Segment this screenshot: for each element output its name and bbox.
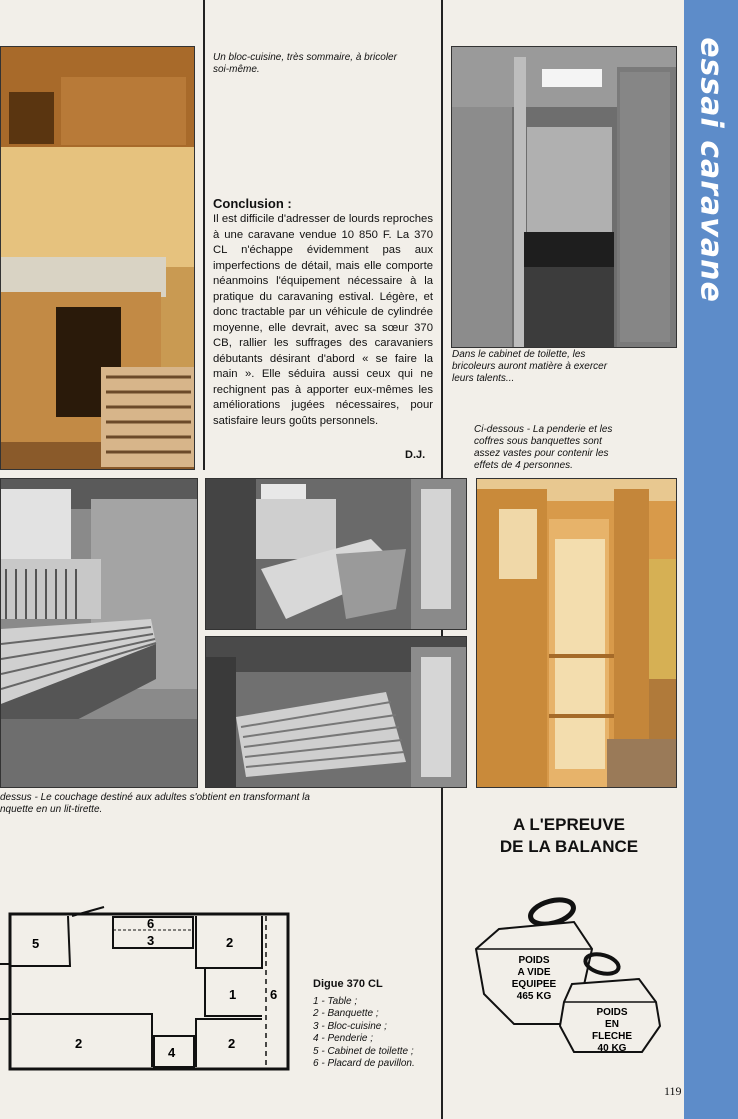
weight2-label: EN bbox=[605, 1019, 619, 1030]
photo-bed-folded bbox=[205, 478, 467, 630]
legend-item: 4 - Penderie ; bbox=[313, 1033, 374, 1045]
plan-label-2: 2 bbox=[228, 1036, 236, 1051]
plan-label-4: 4 bbox=[168, 1045, 176, 1060]
floor-plan bbox=[0, 904, 300, 1074]
balance-heading-line: A L'EPREUVE bbox=[512, 815, 626, 834]
caption-wardrobe-line: assez vastes pour contenir les bbox=[474, 448, 609, 459]
weight2-label: FLECHE bbox=[592, 1031, 632, 1042]
photo-bed-extended bbox=[205, 636, 467, 788]
plan-label-6: 6 bbox=[270, 987, 278, 1002]
caption-bed-line: nquette en un lit-tirette. bbox=[0, 804, 103, 815]
caption-wardrobe-line: coffres sous banquettes sont bbox=[474, 436, 602, 447]
column-rule-1 bbox=[203, 0, 205, 470]
balance-heading-line: DE LA BALANCE bbox=[499, 837, 639, 856]
caption-toilet-line: leurs talents... bbox=[452, 373, 515, 384]
weight2-label: 40 KG bbox=[597, 1043, 627, 1054]
weight1-label: A VIDE bbox=[517, 967, 551, 978]
author-signature: D.J. bbox=[405, 449, 426, 461]
plan-label-6: 6 bbox=[147, 916, 155, 931]
weight1-label: EQUIPEE bbox=[511, 979, 557, 990]
caption-wardrobe-line: effets de 4 personnes. bbox=[474, 460, 573, 471]
plan-label-2: 2 bbox=[75, 1036, 83, 1051]
photo-bench bbox=[0, 478, 198, 788]
balance-heading bbox=[460, 814, 678, 858]
page-number: 119 bbox=[664, 1084, 682, 1098]
plan-legend bbox=[313, 996, 415, 1070]
plan-label-2: 2 bbox=[226, 935, 234, 950]
caption-toilet bbox=[452, 349, 607, 385]
legend-item: 5 - Cabinet de toilette ; bbox=[313, 1045, 414, 1057]
legend-item: 3 - Bloc-cuisine ; bbox=[313, 1020, 387, 1032]
caption-toilet-line: Dans le cabinet de toilette, les bbox=[452, 349, 586, 360]
section-title bbox=[684, 37, 738, 303]
section-title-text: essai caravane bbox=[693, 37, 729, 303]
photo-wardrobe bbox=[476, 478, 677, 788]
conclusion-body: Il est difficile d'adresser de lourds reproches à une caravane vendue 10 850 F. La 370 CL n'échappe évidemment pas aux imperfections de détail, mais elle comporte néanmoins l'équipement nécessaire à la pratique du caravaning estival. Légère, et donc tractable par un véhicule de cylindrée moyenne, elle devrait, avec sa sœur 370 CB, rallier les suffrages des caravaniers débutants désirant d'abord « se faire la main ». Elle séduira aussi ceux qui ne rechignent pas à apporter eux-mêmes les améliorations jugées nécessaires, pour satisfaire leurs goûts personnels. bbox=[213, 213, 433, 427]
legend-item: 6 - Placard de pavillon. bbox=[313, 1058, 415, 1070]
photo-kitchen bbox=[0, 46, 195, 470]
caption-wardrobe-line: Ci-dessous - La penderie et les bbox=[474, 424, 613, 435]
caption-bed bbox=[0, 792, 310, 816]
weights-illustration bbox=[464, 884, 680, 1060]
weight2-label: POIDS bbox=[596, 1007, 628, 1018]
weight1-label: 465 KG bbox=[516, 991, 552, 1002]
caption-wardrobe bbox=[474, 424, 612, 472]
plan-label-3: 3 bbox=[147, 933, 155, 948]
caption-kitchen: Un bloc-cuisine, très sommaire, à bricoler soi-même. bbox=[213, 52, 397, 75]
legend-item: 2 - Banquette ; bbox=[313, 1008, 379, 1020]
plan-label-5: 5 bbox=[32, 936, 40, 951]
plan-label-1: 1 bbox=[229, 987, 237, 1002]
legend-item: 1 - Table ; bbox=[313, 996, 358, 1007]
caption-bed-line: dessus - Le couchage destiné aux adultes s'obtient en transformant la bbox=[0, 792, 310, 803]
caption-toilet-line: bricoleurs auront matière à exercer bbox=[452, 361, 608, 372]
weight1-label: POIDS bbox=[518, 955, 550, 966]
photo-toilet-cabinet bbox=[451, 46, 677, 348]
plan-legend-title: Digue 370 CL bbox=[313, 978, 383, 990]
conclusion-heading: Conclusion : bbox=[213, 196, 292, 211]
